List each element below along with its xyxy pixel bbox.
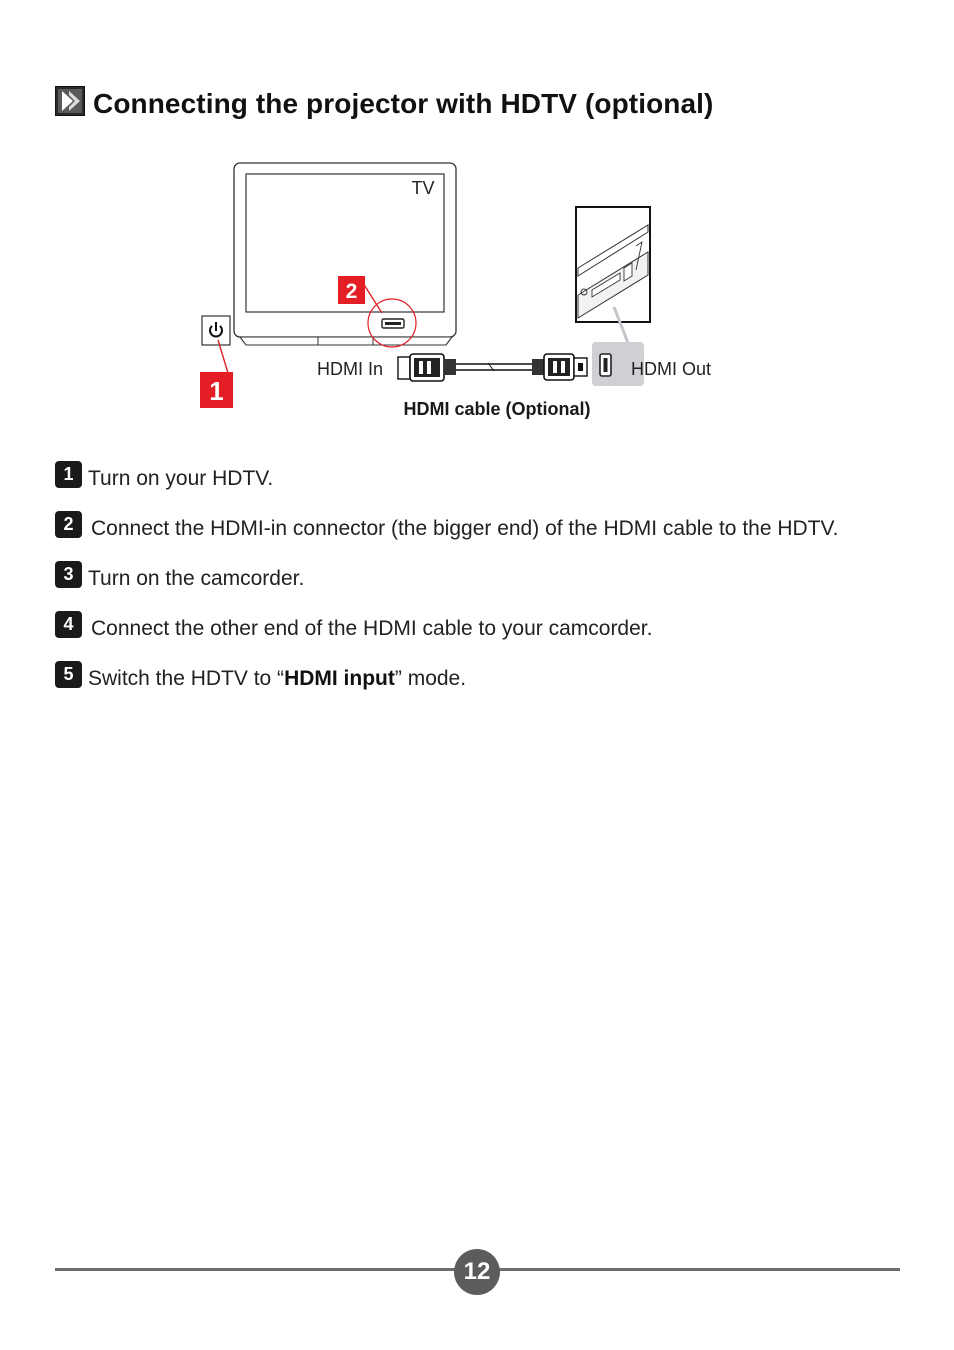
steps-list	[55, 460, 915, 710]
step-number-badge: 4	[55, 611, 82, 638]
svg-text:2: 2	[345, 280, 358, 303]
hdmi-out-label: HDMI Out	[631, 359, 712, 379]
hdmi-cable	[317, 354, 591, 419]
step-text: Turn on the camcorder.	[88, 567, 305, 590]
hdmi-cable-caption: HDMI cable (Optional)	[403, 399, 591, 419]
step-number-badge: 3	[55, 561, 82, 588]
step-number-badge: 5	[55, 661, 82, 688]
page-title: Connecting the projector with HDTV (optional)	[93, 88, 714, 119]
tv-label: TV	[411, 178, 435, 198]
svg-text:1: 1	[209, 376, 224, 406]
step-4	[55, 610, 915, 660]
callout-1	[200, 340, 233, 408]
step-text: Connect the other end of the HDMI cable to your camcorder.	[91, 617, 653, 640]
step-number-badge: 2	[55, 511, 82, 538]
step-text: Turn on your HDTV.	[88, 467, 274, 490]
camcorder-illustration	[576, 207, 650, 343]
step-1	[55, 460, 915, 510]
hdmi-connection-diagram	[0, 0, 954, 440]
step-number-badge: 1	[55, 461, 82, 488]
step-5	[55, 660, 915, 710]
power-button	[202, 316, 230, 345]
step-text-emphasis: HDMI input	[284, 667, 395, 690]
hdmi-in-label: HDMI In	[316, 359, 383, 379]
step-text	[88, 659, 466, 699]
step-2	[55, 510, 915, 560]
tv-illustration	[234, 163, 456, 345]
camcorder-hdmi-port	[592, 342, 711, 386]
step-text: Connect the HDMI-in connector (the bigger end) of the HDMI cable to the HDTV.	[91, 517, 839, 540]
page-number-badge: 12	[454, 1249, 500, 1295]
step-text-prefix: Switch the HDTV to “	[88, 667, 285, 690]
step-3	[55, 560, 915, 610]
step-text-suffix: ” mode.	[394, 667, 467, 690]
